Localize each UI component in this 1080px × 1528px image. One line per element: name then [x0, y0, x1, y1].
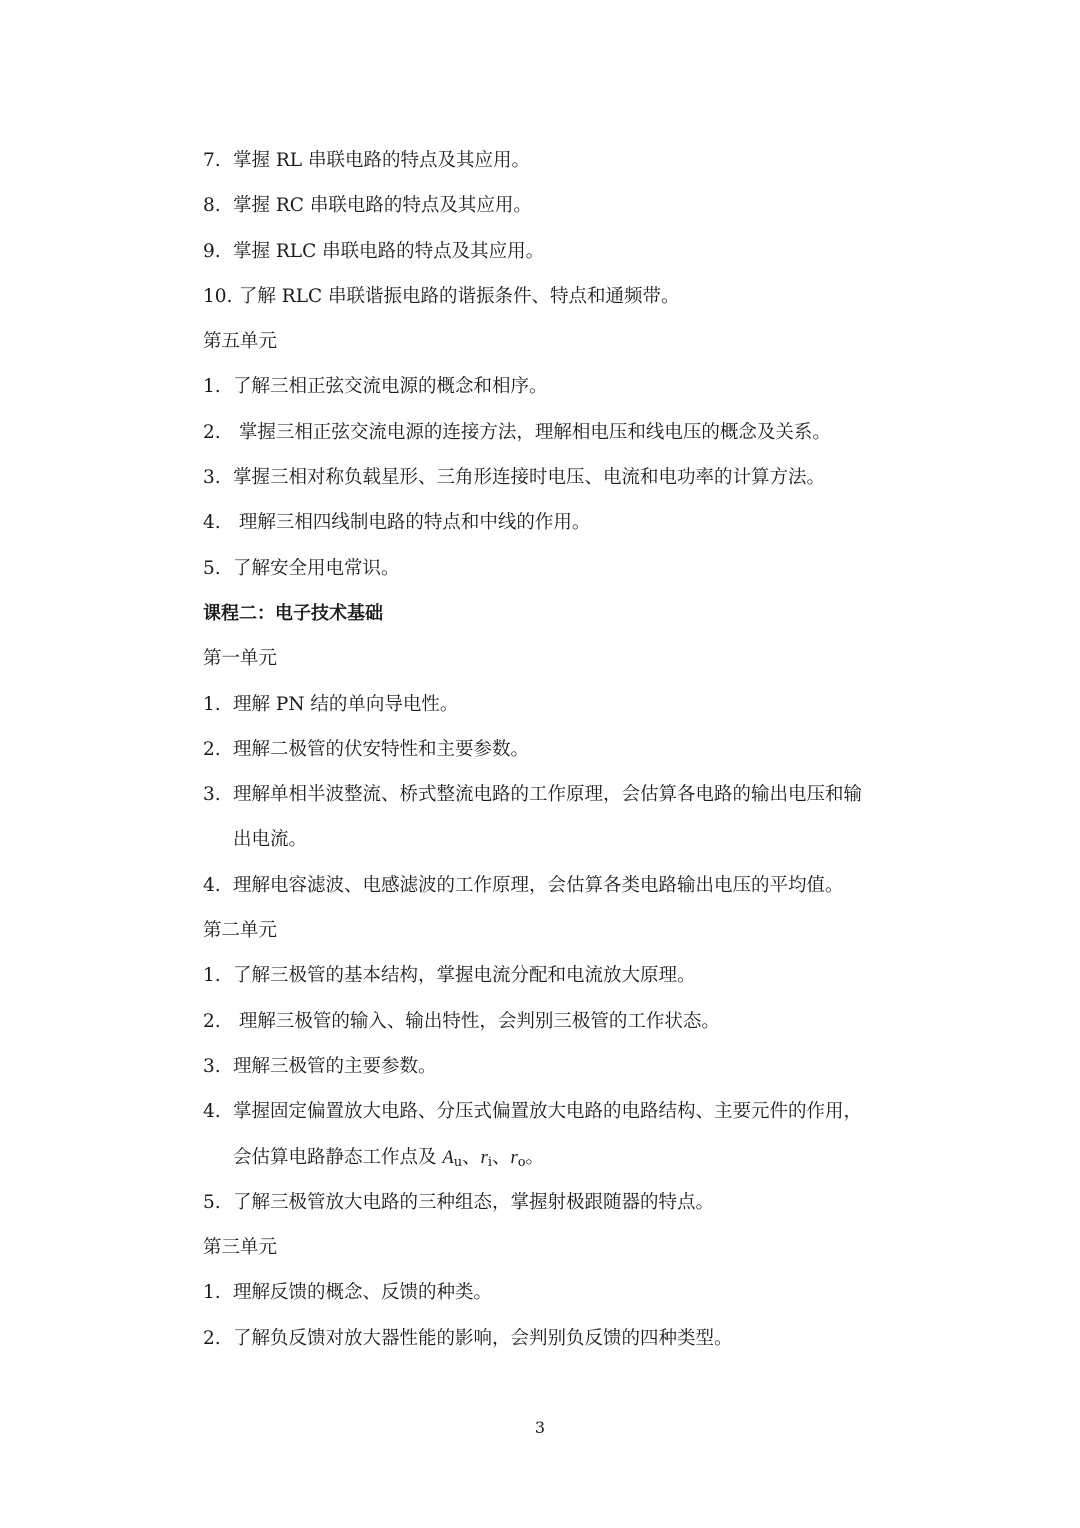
item-text: 掌握三相对称负载星形、三角形连接时电压、电流和电功率的计算方法。 — [233, 467, 826, 489]
item-text: 掌握固定偏置放大电路、分压式偏置放大电路的电路结构、主要元件的作用， — [233, 1101, 863, 1123]
list-item — [203, 1180, 933, 1225]
item-number: 1. — [203, 693, 221, 715]
item-text: 理解三相四线制电路的特点和中线的作用。 — [233, 512, 591, 534]
item-number: 4. — [203, 874, 221, 896]
item-number: 8. — [203, 195, 221, 217]
list-item — [203, 772, 933, 817]
list-item — [203, 500, 933, 545]
list-item — [203, 1270, 933, 1315]
item-text: 理解电容滤波、电感滤波的工作原理，会估算各类电路输出电压的平均值。 — [233, 874, 844, 896]
item-text: 掌握 RLC 串联电路的特点及其应用。 — [233, 240, 545, 262]
list-item — [203, 1044, 933, 1089]
list-item — [203, 455, 933, 500]
item-number: 2. — [203, 421, 221, 443]
item-text: 了解三相正弦交流电源的概念和相序。 — [233, 376, 548, 398]
list-item — [203, 229, 933, 274]
item-number: 7. — [203, 150, 221, 171]
item-text: 了解 RLC 串联谐振电路的谐振条件、特点和通频带。 — [233, 285, 680, 307]
continuation-text: 会估算电路静态工作点及 — [233, 1146, 437, 1168]
item-number: 2. — [203, 1327, 221, 1349]
list-item — [203, 682, 933, 727]
item-text: 了解三极管放大电路的三种组态，掌握射极跟随器的特点。 — [233, 1191, 715, 1213]
item-text: 理解三极管的输入、输出特性，会判别三极管的工作状态。 — [233, 1010, 720, 1032]
list-item — [203, 1316, 933, 1361]
item-number: 9. — [203, 240, 221, 262]
list-item — [203, 1089, 933, 1134]
list-item — [203, 274, 933, 319]
item-number: 4. — [203, 512, 221, 534]
item-text: 掌握三相正弦交流电源的连接方法，理解相电压和线电压的概念及关系。 — [233, 421, 831, 443]
list-item — [203, 410, 933, 455]
item-number: 2. — [203, 738, 221, 760]
item-number: 5. — [203, 557, 221, 579]
list-item — [203, 138, 933, 183]
item-text: 理解单相半波整流、桥式整流电路的工作原理，会估算各电路的输出电压和输 — [233, 784, 863, 806]
list-item — [203, 727, 933, 772]
unit-heading: 第三单元 — [203, 1237, 278, 1259]
item-number: 3. — [203, 467, 221, 489]
item-text: 了解三极管的基本结构，掌握电流分配和电流放大原理。 — [233, 965, 696, 987]
item-text: 掌握 RC 串联电路的特点及其应用。 — [233, 195, 532, 217]
item-number: 5. — [203, 1191, 221, 1213]
item-text: 理解二极管的伏安特性和主要参数。 — [233, 738, 530, 760]
item-number: 1. — [203, 1282, 221, 1304]
item-number: 2. — [203, 1010, 221, 1032]
item-number: 10. — [203, 285, 233, 307]
unit-heading: 第二单元 — [203, 920, 278, 942]
item-text: 了解安全用电常识。 — [233, 557, 400, 579]
list-item — [203, 953, 933, 998]
formula: $A_u$、$r_i$、$r_o$。 — [442, 1146, 545, 1170]
list-item-continuation — [203, 817, 933, 862]
continuation-text: 出电流。 — [233, 829, 308, 851]
list-item — [203, 183, 933, 228]
item-number: 3. — [203, 784, 221, 806]
list-item — [203, 999, 933, 1044]
item-text: 了解负反馈对放大器性能的影响，会判别负反馈的四种类型。 — [233, 1327, 733, 1349]
course-heading: 课程二：电子技术基础 — [203, 602, 383, 624]
list-item — [203, 863, 933, 908]
item-number: 4. — [203, 1101, 221, 1123]
item-number: 1. — [203, 965, 221, 987]
list-item — [203, 364, 933, 409]
page-number: 3 — [534, 1418, 546, 1437]
list-item-continuation — [203, 1135, 933, 1180]
item-text: 理解三极管的主要参数。 — [233, 1055, 437, 1077]
unit-heading: 第五单元 — [203, 331, 278, 353]
document-body — [203, 138, 933, 1361]
list-item — [203, 546, 933, 591]
item-number: 3. — [203, 1055, 221, 1077]
item-number: 1. — [203, 376, 221, 398]
item-text: 理解反馈的概念、反馈的种类。 — [233, 1282, 493, 1304]
item-text: 理解 PN 结的单向导电性。 — [233, 693, 459, 715]
unit-heading: 第一单元 — [203, 648, 278, 670]
item-text: 掌握 RL 串联电路的特点及其应用。 — [233, 150, 530, 171]
